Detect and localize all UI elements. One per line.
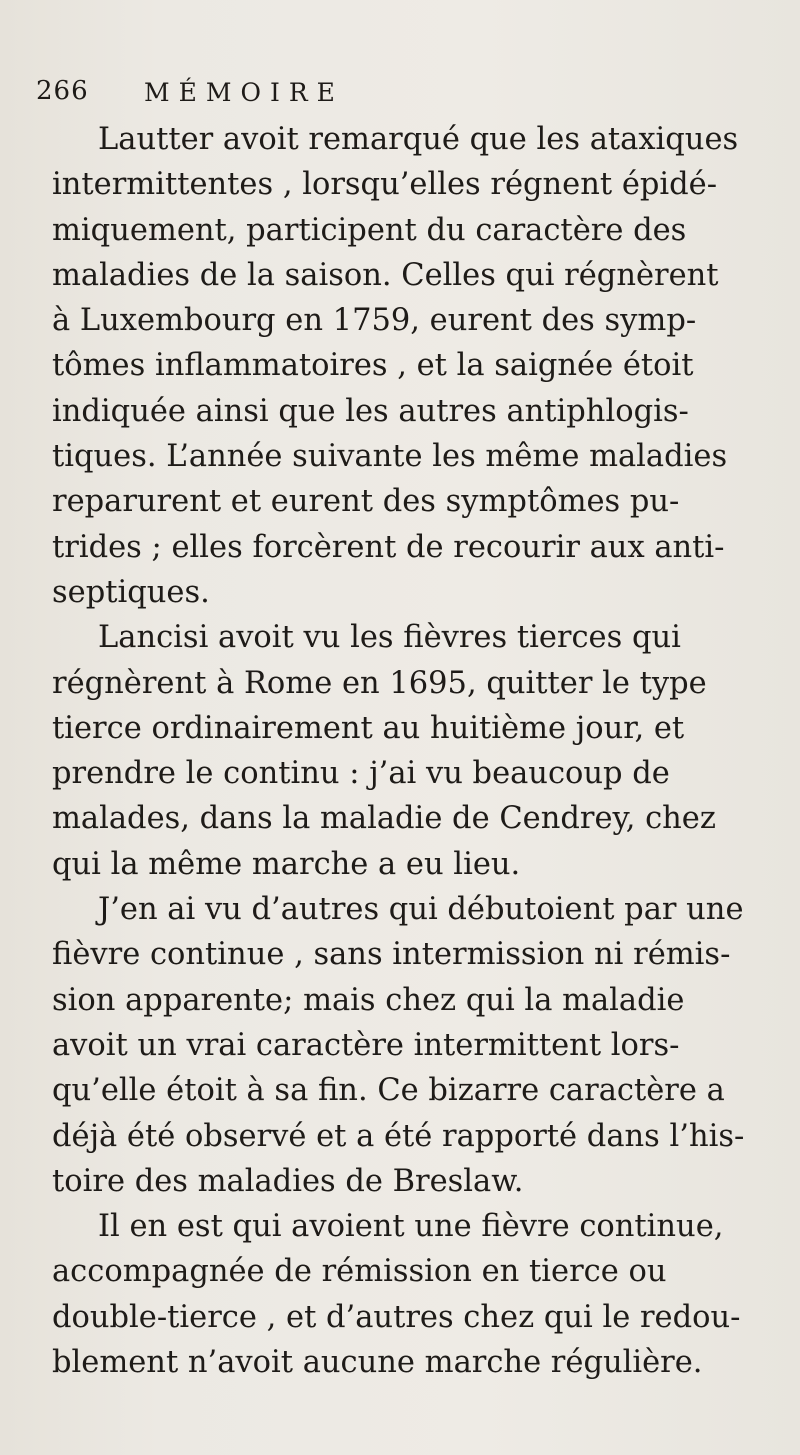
text-line: miquement, participent du caractère des [52,212,687,248]
text-line: fièvre continue , sans intermission ni rémis- [52,937,731,973]
text-line: régnèrent à Rome en 1695, quitter le type [52,665,707,701]
paragraph [52,117,790,615]
text-line: reparurent et eurent des symptômes pu- [52,484,680,520]
text-line: trides ; elles forcèrent de recourir aux anti- [52,529,725,565]
text-line: avoit un vrai caractère intermittent lors- [52,1027,680,1063]
text-line: maladies de la saison. Celles qui régnèrent [52,257,719,293]
text-line: indiquée ainsi que les autres antiphlogis- [52,393,689,429]
text-line: tômes inflammatoires , et la saignée étoit [52,348,694,384]
page-number: 266 [36,76,89,106]
text-line: Lancisi avoit vu les fièvres tierces qui [98,620,681,656]
text-line: toire des maladies de Breslaw. [52,1163,524,1199]
text-line: accompagnée de rémission en tierce ou [52,1254,667,1290]
text-line: tierce ordinairement au huitième jour, et [52,710,685,746]
text-line: à Luxembourg en 1759, eurent des symp- [52,303,697,339]
paragraph [52,887,790,1204]
text-line: intermittentes , lorsqu’elles régnent épidé- [52,167,718,203]
paragraph [52,1204,790,1385]
text-line: septiques. [52,574,210,610]
text-line: tiques. L’année suivante les même maladies [52,439,728,475]
text-line: J’en ai vu d’autres qui débutoient par une [98,892,744,928]
text-line: Il en est qui avoient une fièvre continue, [98,1209,724,1245]
text-line: qui la même marche a eu lieu. [52,846,521,882]
text-line: sion apparente; mais chez qui la maladie [52,982,685,1018]
running-title: MÉMOIRE [144,78,344,107]
text-line: Lautter avoit remarqué que les ataxiques [98,122,739,157]
paragraph [52,615,790,887]
text-line: qu’elle étoit à sa fin. Ce bizarre caractère a [52,1073,725,1109]
text-line: prendre le continu : j’ai vu beaucoup de [52,756,670,792]
page-header [36,76,596,116]
text-line: malades, dans la maladie de Cendrey, chez [52,801,716,837]
text-line: blement n’avoit aucune marche régulière. [52,1345,703,1381]
text-line: déjà été observé et a été rapporté dans l’his- [52,1118,745,1154]
text-line: double-tierce , et d’autres chez qui le redou- [52,1299,741,1335]
body-text [52,117,790,1385]
